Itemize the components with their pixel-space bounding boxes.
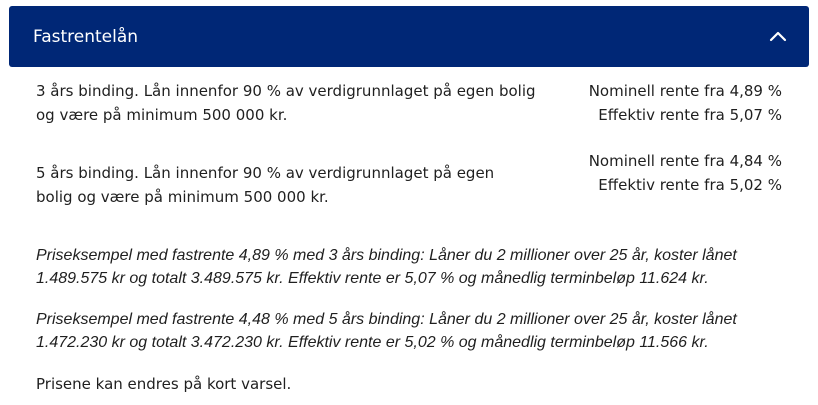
price-example-line: 1.472.230 kr og totalt 3.472.230 kr. Effektiv rente er 5,02 % og månedlig terminbeløp 11.566 kr.	[36, 334, 709, 351]
rate-description-line: og være på minimum 500 000 kr.	[36, 106, 288, 124]
effective-rate: Effektiv rente fra 5,07 %	[598, 106, 782, 124]
chevron-up-icon[interactable]	[769, 28, 787, 46]
price-example-3-years	[36, 244, 776, 290]
price-change-notice: Prisene kan endres på kort varsel.	[36, 375, 292, 393]
rate-values	[589, 149, 782, 197]
rate-description-line: bolig og være på minimum 500 000 kr.	[36, 188, 329, 206]
price-example-line: Priseksempel med fastrente 4,48 % med 5 års binding: Låner du 2 millioner over 25 år, koster lånet	[36, 311, 737, 328]
price-example-line: 1.489.575 kr og totalt 3.489.575 kr. Effektiv rente er 5,07 % og månedlig terminbeløp 11.624 kr.	[36, 270, 709, 287]
price-example-line: Priseksempel med fastrente 4,89 % med 3 års binding: Låner du 2 millioner over 25 år, koster lånet	[36, 247, 737, 264]
effective-rate: Effektiv rente fra 5,02 %	[598, 176, 782, 194]
accordion-header-fastrentelan[interactable]	[9, 6, 809, 67]
nominal-rate: Nominell rente fra 4,84 %	[588, 152, 782, 170]
rate-description-line: 5 års binding. Lån innenfor 90 % av verdigrunnlaget på egen	[36, 164, 495, 182]
price-example-5-years	[36, 308, 776, 354]
rate-description	[36, 161, 494, 209]
rate-values	[589, 79, 782, 127]
nominal-rate: Nominell rente fra 4,89 %	[588, 82, 782, 100]
accordion-title: Fastrentelån	[33, 27, 139, 47]
rate-description	[36, 79, 536, 127]
rate-description-line: 3 års binding. Lån innenfor 90 % av verdigrunnlaget på egen bolig	[36, 82, 536, 100]
